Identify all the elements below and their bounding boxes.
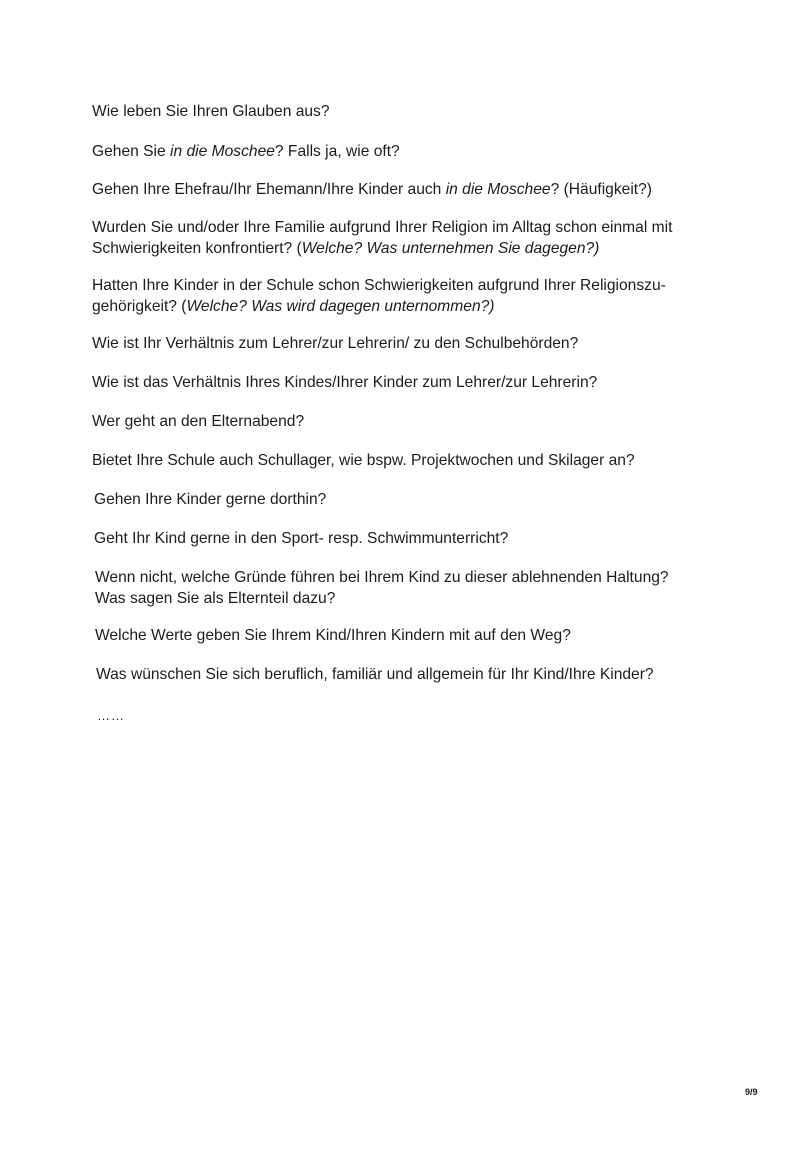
question-children-like-camps: Gehen Ihre Kinder gerne dorthin? — [94, 491, 327, 508]
question-parents-evening: Wer geht an den Elternabend? — [92, 413, 305, 430]
question-school-difficulties: Hatten Ihre Kinder in der Schule schon Schwierigkeiten aufgrund Ihrer Religionszu- gehörigkeit? (Welche? Was wird dagegen unternommen?) — [92, 277, 666, 315]
question-wishes: Was wünschen Sie sich beruflich, familiär und allgemein für Ihr Kind/Ihre Kinder? — [96, 666, 654, 683]
question-sport-swimming: Geht Ihr Kind gerne in den Sport- resp. Schwimmunterricht? — [94, 530, 509, 547]
page-number: 9/9 — [745, 1087, 758, 1097]
question-child-teacher-relationship: Wie ist das Verhältnis Ihres Kindes/Ihrer Kinder zum Lehrer/zur Lehrerin? — [92, 374, 598, 391]
question-faith-practice: Wie leben Sie Ihren Glauben aus? — [92, 103, 330, 120]
question-teacher-relationship: Wie ist Ihr Verhältnis zum Lehrer/zur Lehrerin/ zu den Schulbehörden? — [92, 335, 579, 352]
question-religious-difficulties: Wurden Sie und/oder Ihre Familie aufgrund Ihrer Religion im Alltag schon einmal mit Schwierigkeiten konfrontiert? (Welche? Was unternehmen Sie dagegen?) — [92, 219, 673, 257]
ellipsis: …… — [97, 708, 125, 723]
question-family-mosque: Gehen Ihre Ehefrau/Ihr Ehemann/Ihre Kinder auch in die Moschee? (Häufigkeit?) — [92, 181, 652, 198]
question-school-camps: Bietet Ihre Schule auch Schullager, wie bspw. Projektwochen und Skilager an? — [92, 452, 635, 469]
question-reasons-refusal: Wenn nicht, welche Gründe führen bei Ihrem Kind zu dieser ablehnenden Haltung? Was sagen Sie als Elternteil dazu? — [95, 569, 669, 607]
question-mosque-attendance: Gehen Sie in die Moschee? Falls ja, wie oft? — [92, 143, 400, 160]
question-values: Welche Werte geben Sie Ihrem Kind/Ihren Kindern mit auf den Weg? — [95, 627, 571, 644]
